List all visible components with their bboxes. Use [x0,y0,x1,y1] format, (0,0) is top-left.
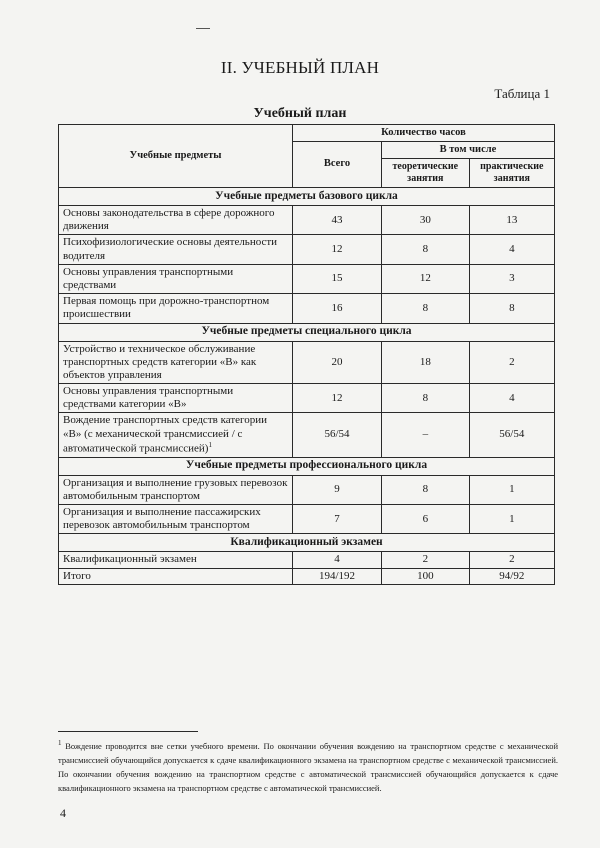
group-title: Учебные предметы базового цикла [59,188,555,206]
subject-name: Квалификационный экзамен [59,552,293,568]
total-hours: 12 [293,235,382,264]
theory-hours: 30 [382,206,470,235]
table-row [59,341,555,384]
subject-name: Организация и выполнение пассажирских перевозок автомобильным транспортом [59,505,293,534]
header-including: В том числе [382,142,555,159]
header-practice: практические занятия [469,159,554,188]
theory-hours: 100 [382,568,470,584]
total-hours: 16 [293,294,382,323]
practice-hours: 94/92 [469,568,554,584]
header-subjects: Учебные предметы [59,125,293,188]
theory-hours: 6 [382,505,470,534]
total-hours: 20 [293,341,382,384]
subject-name: Первая помощь при дорожно-транспортном происшествии [59,294,293,323]
practice-hours: 1 [469,505,554,534]
practice-hours: 13 [469,206,554,235]
practice-hours: 2 [469,341,554,384]
section-title: II. УЧЕБНЫЙ ПЛАН [220,58,380,77]
table-row [59,235,555,264]
page-number: 4 [60,806,66,820]
practice-hours: 2 [469,552,554,568]
practice-hours: 4 [469,384,554,413]
footnote-marker: 1 [58,739,62,747]
scan-mark [196,28,210,29]
subject-name: Основы управления транспортными средствами [59,264,293,293]
table-row [59,264,555,293]
table-row [59,384,555,413]
table-row [59,552,555,568]
group-title: Учебные предметы профессионального цикла [59,457,555,475]
group-row [59,188,555,206]
curriculum-table [58,124,555,585]
group-row [59,534,555,552]
total-hours: 194/192 [293,568,382,584]
total-hours: 15 [293,264,382,293]
total-hours: 4 [293,552,382,568]
group-row [59,323,555,341]
total-hours: 7 [293,505,382,534]
group-title: Квалификационный экзамен [59,534,555,552]
total-hours: 56/54 [293,413,382,457]
practice-hours: 56/54 [469,413,554,457]
subject-name: Вождение транспортных средств категории «В» (с механической трансмиссией / с автоматической трансмиссией) [63,414,268,455]
table-label: Таблица 1 [494,86,550,101]
header-theory: теоретические занятия [382,159,470,188]
total-hours: 9 [293,475,382,504]
table-row [59,475,555,504]
theory-hours: 8 [382,384,470,413]
group-row [59,457,555,475]
footnote [58,736,558,795]
total-hours: 12 [293,384,382,413]
subject-name: Основы законодательства в сфере дорожного движения [59,206,293,235]
total-row [59,568,555,584]
theory-hours: 8 [382,475,470,504]
table-row [59,206,555,235]
theory-hours: 18 [382,341,470,384]
theory-hours: 2 [382,552,470,568]
theory-hours: 8 [382,235,470,264]
total-hours: 43 [293,206,382,235]
theory-hours: – [382,413,470,457]
footnote-marker: 1 [208,440,212,449]
subject-name: Основы управления транспортными средствами категории «В» [59,384,293,413]
subject-name: Психофизиологические основы деятельности водителя [59,235,293,264]
table-row [59,505,555,534]
practice-hours: 4 [469,235,554,264]
subject-name: Устройство и техническое обслуживание транспортных средств категории «В» как объектов управления [59,341,293,384]
theory-hours: 8 [382,294,470,323]
header-hours: Количество часов [293,125,555,142]
group-title: Учебные предметы специального цикла [59,323,555,341]
footnote-divider [58,731,198,732]
table-row [59,413,555,457]
practice-hours: 3 [469,264,554,293]
practice-hours: 8 [469,294,554,323]
theory-hours: 12 [382,264,470,293]
header-total: Всего [293,142,382,188]
total-label: Итого [59,568,293,584]
subject-name-cell [59,413,293,457]
practice-hours: 1 [469,475,554,504]
table-row [59,294,555,323]
table-caption: Учебный план [253,106,347,121]
footnote-text: Вождение проводится вне сетки учебного времени. По окончании обучения вождению на транспортном средстве с механической трансмиссией обучающийся допускается к сдаче квалификационного экзамена на транспортном средстве с механической трансмиссией. По окончании обучения вождению на транспортном средстве с автоматической трансмиссией обучающийся допускается к сдаче квалификационного экзамена на транспортном средстве с автоматической трансмиссией. [58,740,559,793]
subject-name: Организация и выполнение грузовых перевозок автомобильным транспортом [59,475,293,504]
